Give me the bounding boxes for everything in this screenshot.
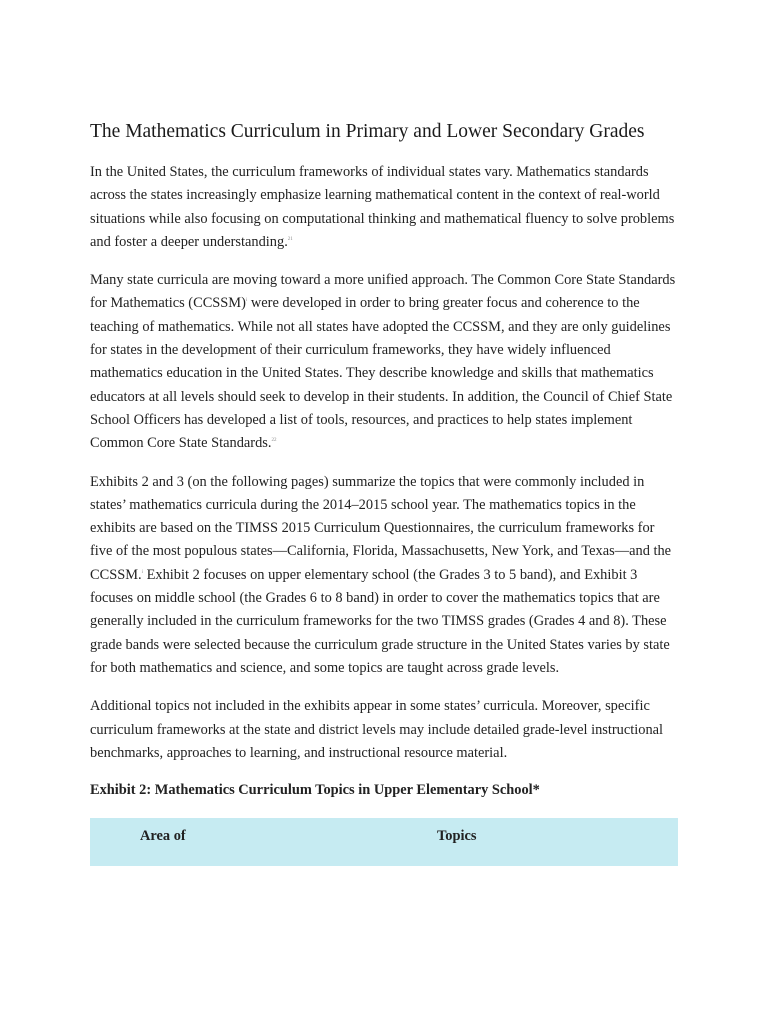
footnote-marker[interactable]: i — [245, 298, 248, 304]
footnote-marker[interactable]: i — [141, 569, 143, 575]
paragraph-3-text-b: Exhibit 2 focuses on upper elementary school (the Grades 3 to 5 band), and Exhibit 3 focuses on middle school (the Grades 6 to 8 band) in order to cover the mathematics topics that are generally included in the curriculum frameworks for the two TIMSS grades (Grades 4 and 8). These grade bands were selected because the curriculum grade structure in the United States varies by state for both mathematics and science, and some topics are taught across grade levels. — [90, 566, 670, 676]
exhibit-heading: Exhibit 2: Mathematics Curriculum Topics in Upper Elementary School* — [90, 782, 540, 799]
paragraph-1-text: In the United States, the curriculum frameworks of individual states vary. Mathematics standards across the states increasingly emphasize learning mathematical content in the context of real-world situations while also focusing on computational thinking and mathematical fluency to solve problems and foster a deeper understanding. — [90, 164, 675, 250]
paragraph-2 — [90, 269, 678, 455]
paragraph-1 — [90, 161, 678, 254]
footnote-marker[interactable]: 22 — [271, 438, 277, 444]
column-header-area: Area of — [140, 828, 186, 845]
paragraph-2-text-a: Many state curricula are moving toward a more unified approach. The Common Core State Standards for Mathematics (CCSSM) — [90, 272, 676, 312]
paragraph-2-text-b: were developed in order to bring greater focus and coherence to the teaching of mathematics. While not all states have adopted the CCSSM, and they are only guidelines for states in the development of their curriculum frameworks, they have widely influenced mathematics education in the United States. They describe knowledge and skills that mathematics educators at all levels should seek to develop in their students. In addition, the Council of Chief State School Officers has developed a list of tools, resources, and practices to help states implement Common Core State Standards. — [90, 295, 673, 452]
exhibit-table-header — [90, 818, 678, 866]
page-title: The Mathematics Curriculum in Primary and Lower Secondary Grades — [90, 121, 645, 142]
paragraph-4 — [90, 695, 678, 765]
paragraph-3 — [90, 471, 678, 681]
column-header-topics: Topics — [437, 828, 477, 845]
document-page — [90, 112, 678, 866]
footnote-marker[interactable]: 21 — [287, 237, 293, 243]
paragraph-4-text: Additional topics not included in the exhibits appear in some states’ curricula. Moreover, specific curriculum frameworks at the state and district levels may include detailed grade-level instructional benchmarks, approaches to learning, and instructional resource material. — [90, 698, 664, 761]
paragraph-3-text-a: Exhibits 2 and 3 (on the following pages) summarize the topics that were commonly included in states’ mathematics curricula during the 2014–2015 school year. The mathematics topics in the exhibits are based on the TIMSS 2015 Curriculum Questionnaires, the curriculum frameworks for five of the most populous states—California, Florida, Massachusetts, New York, and Texas—and the CCSSM. — [90, 473, 672, 583]
